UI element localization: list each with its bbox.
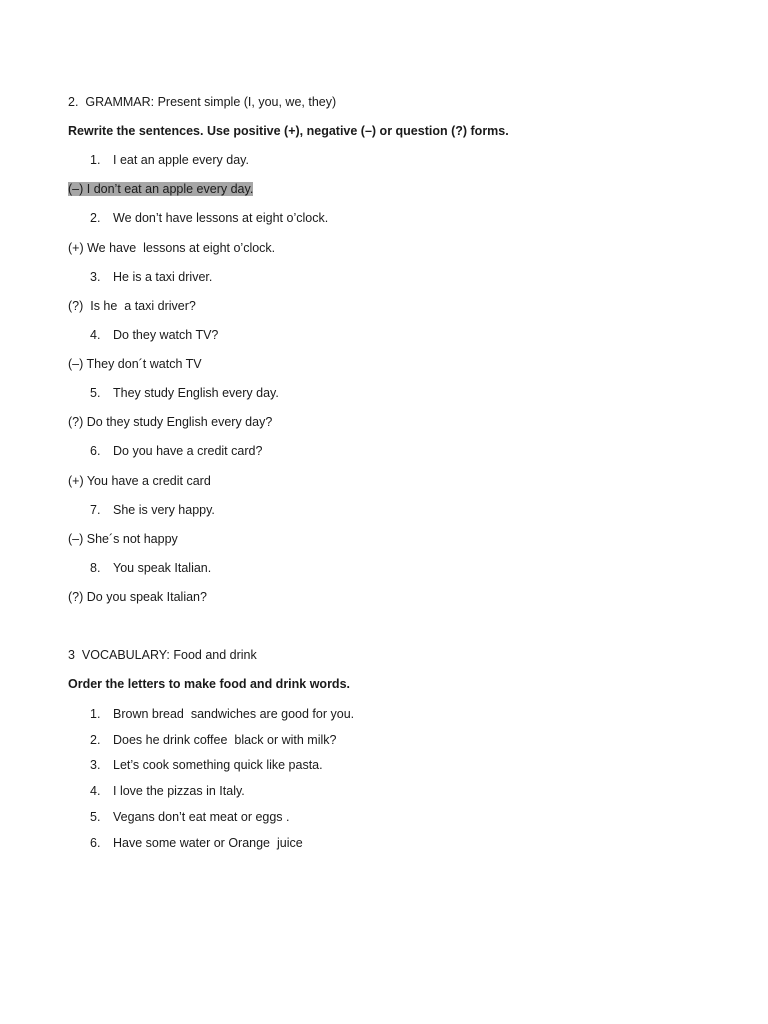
vocab-item-number: 6. [90,836,101,850]
section3-heading: 3 VOCABULARY: Food and drink [68,648,257,662]
item-answer: (?) Is he a taxi driver? [68,299,196,313]
item-number: 1. [90,153,101,167]
vocab-item-number: 4. [90,784,101,798]
vocab-item-number: 1. [90,707,101,721]
vocab-item-text: Brown bread sandwiches are good for you. [113,707,355,721]
vocab-item-number: 3. [90,758,101,772]
section2-instruction: Rewrite the sentences. Use positive (+), negative (–) or question (?) forms. [68,124,509,138]
item-prompt: They study English every day. [113,386,279,400]
item-number: 8. [90,561,101,575]
item-prompt: Do they watch TV? [113,328,219,342]
vocab-item-number: 2. [90,733,101,747]
item-prompt: You speak Italian. [113,561,212,575]
item-answer: (?) Do you speak Italian? [68,590,207,604]
vocab-item-text: I love the pizzas in Italy. [113,784,245,798]
item-prompt: She is very happy. [113,503,215,517]
item-answer: (–) She´s not happy [68,532,178,546]
item-prompt: Do you have a credit card? [113,444,263,458]
item-answer: (+) You have a credit card [68,474,211,488]
item-answer-highlighted: (–) I don’t eat an apple every day. [68,182,254,196]
item-number: 5. [90,386,101,400]
vocab-item-number: 5. [90,810,101,824]
vocab-item-text: Let’s cook something quick like pasta. [113,758,323,772]
item-prompt: I eat an apple every day. [113,153,249,167]
item-number: 6. [90,444,101,458]
item-number: 3. [90,270,101,284]
item-answer: (?) Do they study English every day? [68,415,273,429]
vocab-item-text: Does he drink coffee black or with milk? [113,733,337,747]
item-number: 7. [90,503,101,517]
section2-heading: 2. GRAMMAR: Present simple (I, you, we, they) [68,95,337,109]
item-answer: (–) They don´t watch TV [68,357,202,371]
item-number: 4. [90,328,101,342]
item-number: 2. [90,211,101,225]
vocab-item-text: Have some water or Orange juice [113,836,303,850]
section3-instruction: Order the letters to make food and drink words. [68,677,350,691]
vocab-item-text: Vegans don’t eat meat or eggs . [113,810,290,824]
item-answer: (+) We have lessons at eight o’clock. [68,241,276,255]
item-prompt: He is a taxi driver. [113,270,213,284]
item-prompt: We don’t have lessons at eight o’clock. [113,211,329,225]
